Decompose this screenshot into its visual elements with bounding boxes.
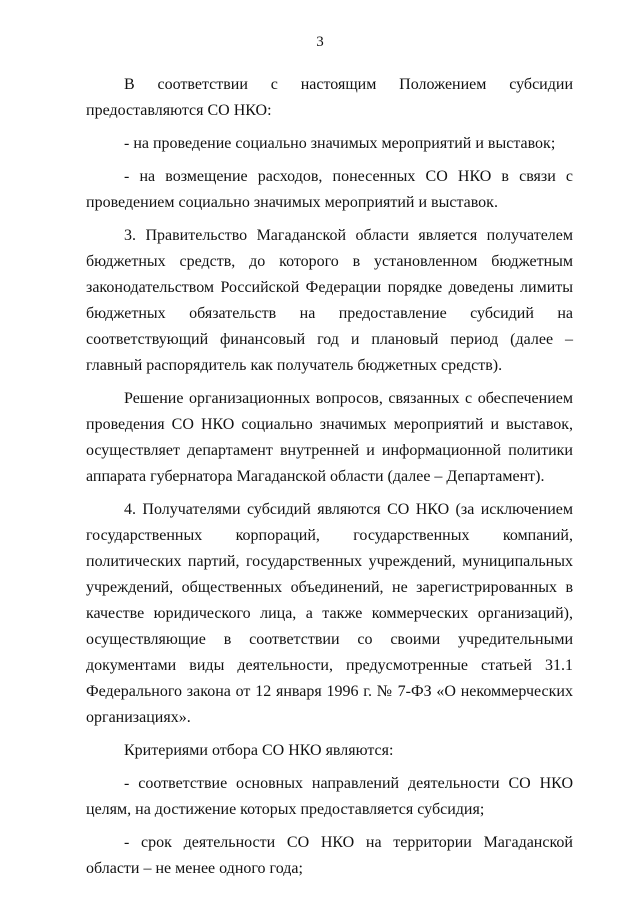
- paragraph-item-3: 3. Правительство Магаданской области является получателем бюджетных средств, до которого в установленном бюджетным законодательством Российской Федерации порядке доведены лимиты бюджетных обязательств на предоставление субсидий на соответствующий финансовый год и плановый период (далее – главный распорядитель как получатель бюджетных средств).: [86, 227, 573, 374]
- paragraph-item-4: 4. Получателями субсидий являются СО НКО (за исключением государственных корпораций, государственных компаний, политических партий, государственных учреждений, муниципальных учреждений, общественных объединений, не зарегистрированных в качестве юридического лица, а также коммерческих организаций), осуществляющие в соответствии со своими учредительными документами виды деятельности, предусмотренные статьей 31.1 Федерального закона от 12 января 1996 г. № 7-ФЗ «О некоммерческих организациях».: [86, 501, 573, 726]
- paragraph-intro: В соответствии с настоящим Положением субсидии предоставляются СО НКО:: [86, 76, 573, 119]
- document-body: [86, 72, 573, 882]
- page-number: 3: [316, 34, 324, 50]
- list-item-events: - на проведение социально значимых мероприятий и выставок;: [124, 135, 556, 152]
- list-item-criteria-duration: - срок деятельности СО НКО на территории Магаданской области – не менее одного года;: [86, 834, 573, 877]
- list-item-reimbursement: - на возмещение расходов, понесенных СО НКО в связи с проведением социально значимых мероприятий и выставок.: [86, 168, 573, 211]
- paragraph-organization: Решение организационных вопросов, связанных с обеспечением проведения СО НКО социально значимых мероприятий и выставок, осуществляет департамент внутренней и информационной политики аппарата губернатора Магаданской области (далее – Департамент).: [86, 390, 573, 485]
- list-item-criteria-direction: - соответствие основных направлений деятельности СО НКО целям, на достижение которых предоставляется субсидия;: [86, 775, 573, 818]
- paragraph-criteria-heading: Критериями отбора СО НКО являются:: [124, 742, 394, 759]
